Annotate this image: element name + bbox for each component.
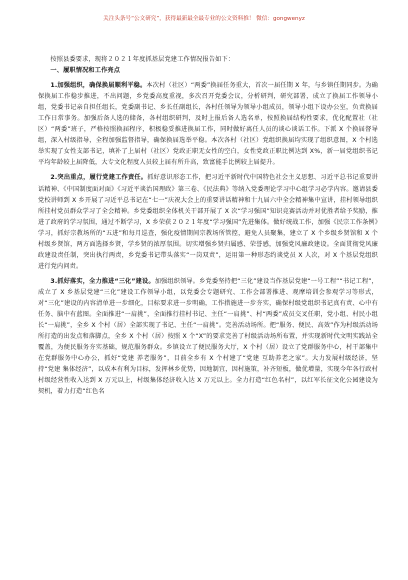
item-1-title: 1.加强组织，确保换届顺利平稳。 [50, 82, 147, 90]
section-heading: 一、履职情况和工作亮点 [50, 67, 121, 75]
document-body [38, 54, 378, 397]
header-banner: 关注头条号“公文研究”，获得最新最全最专业的公文资料推！ 微信：gongwenyz [103, 16, 305, 22]
item-1-body: 本次村（社区）“两委”换届任务重大，首次一届任期 X 年，与乡镇任期同步。为确保换届工作稳步推进，不出问题，乡党委高度重视，多次召开党委会议，分析研判，研究部署，成立了换届工作领导小组，党委书记亲自担任组长，党委副书记、乡长任副组长，各村任领导为领导小组成员，领导小组下设办公室，负责换届工作日常事务。加强后备人选的储备，各村组织研判，及时上报后备人选名单，按照换届结构性要求，优化配置社（社区）“两委”班子，严格按照换届程序，积极稳妥推进换届工作，同时做好离任人员的谈心谈话工作。下派 X 个换届督导组，深入村级指导，全程加强监督指导，确保换届选举平稳。本次各村（社区）党组织换届均实现了组织意图，X 个村选举实现了女性支部书记，填补了上届村（社区）党政正职无女性的空白，女性党政正职比例达到 X%，新一届党组织书记平均年龄较上届降低，大专文化程度人员较上届有所升高，致富能手比例较上届提升。 [38, 82, 378, 167]
item-1-paragraph [38, 80, 378, 168]
item-3-title: 3.抓好落实，全力推进“三化”建设。 [50, 277, 155, 285]
intro-paragraph: 按照县委要求，现将２０２１年度抓基层党建工作情况报告如下： [50, 56, 235, 63]
item-2-paragraph [38, 172, 378, 271]
item-2-body: 抓好意识形态工作，把习近平新时代中国特色社会主义思想、习近平总书记重要讲话精神、《中国制度面对面》《习近平谈治国理政》第三卷、《民法典》等纳入党委理论学习中心组学习必学内容。邀请县委党校讲师到 X 乡开展了习近平总书记在“七一”庆祝大会上的重要讲话精神和十九届六中全会精神集中宣讲，挂村领导组织所挂村党员群众学习了全会精神。乡党委组织全体机关干部开展了 X 次“学习强国”知识竞赛活动并对优胜者给予奖励，推进了政府的学习氛围，通过不断学习，X 乡荣获２０２１年度“学习强国”先进集体。做好统战工作，加强《民宗工作条例》学习，抓好宗教场所的“五进”和每月巡查，强化疫情期间宗教场所管控，避免人员聚集，建立了 X 个乡级乡贤馆和 X 个村级乡贤馆，两方面选择乡贤，学乡贤的浓厚氛围。切实增强乡贤归属感、荣誉感，加强党风廉政建设。全面贯彻党风廉政建设责任制，突出执行两责，乡党委书记带头落实“一岗双责”，运用第一种形态约谈党员 X 人次，对 X 个基层党组织进行党内问责。 [38, 174, 378, 270]
item-3-body: 加强组织领导。乡党委坚持把“三化”建设当作基层党建“一号工程”“书记工程”，成立了 X 乡基层党建“三化”建设工作领导小组，以党委会专题研究、工作会部署推进、观摩培训会参观学习等形式，对“三化”建设的内容清单进一步细化，目标要求进一步明确，工作措施进一步夯实，确保村级党组织书记真有责、心中有任务、脑中有蓝图。全面推进“一肩挑”，全面推行挂村书记、主任“一肩挑”、村“两委”成员交叉任职，党小组、村民小组长“一肩挑”，全乡 X 个村（居）全部实现了书记、主任“一肩挑”。完善活动场所。把“服务、便民、高效”作为村级活动场所打造的出发点和落脚点，全乡 X 个村（居）按照 X 个“X”的要求完善了村级活动场所布置，并实现新时代文明实践站全覆盖，为便民服务夯实基础，规范服务群众。乡镇设立了便民服务大厅，X 个村（居）设立了党群服务中心，村干部集中在党群服务中心办公，抓好“党建 养老服务”，目前全乡有 X 个村建了“党建 互助养老之家”。大力发展村级经济，坚持“党建 集体经济”，以成本有利为目标，发挥林乡优势，因地制宜，因村施策，补齐短板，做优增量，实现今年各行政村村级经营性收入达到 X 万元以上，村级集体经济收入达 X 万元以上。全力打造“红色名村”，以红军长征文化公园建设为契机，着力打造“红色名 [38, 277, 378, 396]
item-2-title: 2.突出重点，履行党建工作责任。 [50, 174, 148, 182]
item-3-paragraph [38, 276, 378, 398]
